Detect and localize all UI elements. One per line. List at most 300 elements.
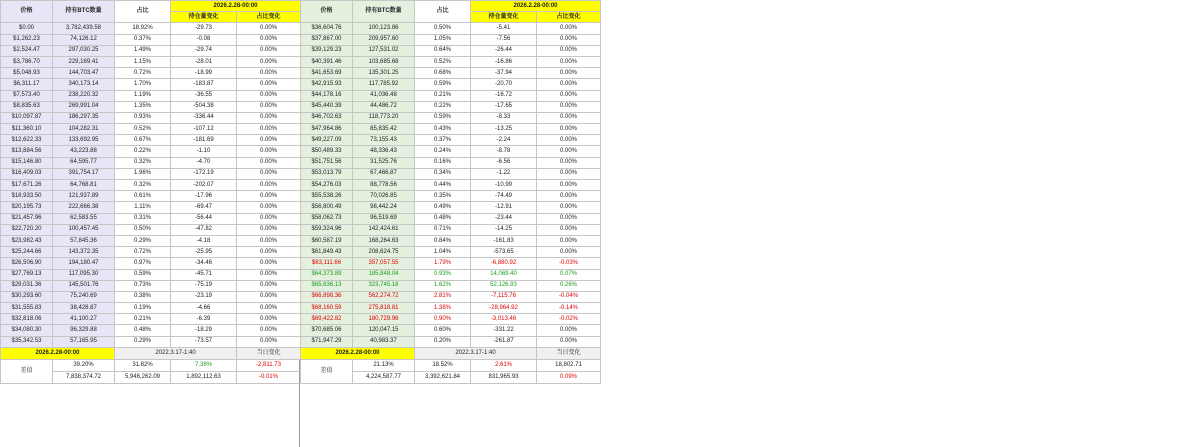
hold-change-cell[interactable]: -23.44 (471, 213, 537, 224)
share-cell[interactable]: 0.29% (115, 336, 171, 347)
share-cell[interactable]: 0.93% (415, 269, 471, 280)
price-cell[interactable]: $56,800.49 (301, 202, 353, 213)
holding-cell[interactable]: 98,442.24 (353, 202, 415, 213)
share-change-cell[interactable]: 0.00% (537, 45, 601, 56)
price-cell[interactable]: $7,573.40 (1, 90, 53, 101)
share-cell[interactable]: 0.24% (415, 146, 471, 157)
hold-change-cell[interactable]: -7.56 (471, 34, 537, 45)
hold-change-cell[interactable]: -47.82 (171, 224, 237, 235)
header-holding[interactable]: 持有BTC数量 (353, 1, 415, 23)
share-change-cell[interactable]: 0.00% (537, 79, 601, 90)
price-cell[interactable]: $41,653.69 (301, 68, 353, 79)
share-change-cell[interactable]: 0.00% (237, 124, 301, 135)
share-change-cell[interactable]: 0.00% (237, 247, 301, 258)
hold-change-cell[interactable]: -172.19 (171, 168, 237, 179)
hold-change-cell[interactable]: -4.70 (171, 157, 237, 168)
header-price[interactable]: 价格 (1, 1, 53, 23)
share-cell[interactable]: 1.05% (415, 34, 471, 45)
hold-change-cell[interactable]: -0.08 (171, 34, 237, 45)
share-cell[interactable]: 0.49% (415, 202, 471, 213)
hold-change-cell[interactable]: -26.44 (471, 45, 537, 56)
price-cell[interactable]: $59,324.96 (301, 224, 353, 235)
price-cell[interactable]: $34,080.30 (1, 325, 53, 336)
summary-date[interactable]: 2026.2.28-00:00 (301, 347, 415, 359)
holding-cell[interactable]: 96,519.69 (353, 213, 415, 224)
summary-total-ref[interactable]: 5,946,262.09 (115, 371, 171, 383)
hold-change-cell[interactable]: -181.69 (171, 135, 237, 146)
share-cell[interactable]: 0.48% (415, 213, 471, 224)
price-cell[interactable]: $63,111.66 (301, 258, 353, 269)
price-cell[interactable]: $61,849.43 (301, 247, 353, 258)
share-change-cell[interactable]: 0.00% (237, 269, 301, 280)
share-change-cell[interactable]: -0.02% (537, 314, 601, 325)
share-change-cell[interactable]: 0.00% (237, 213, 301, 224)
share-cell[interactable]: 18.92% (115, 23, 171, 34)
price-cell[interactable]: $8,835.63 (1, 101, 53, 112)
holding-cell[interactable]: 100,123.86 (353, 23, 415, 34)
hold-change-cell[interactable]: -3,013.46 (471, 314, 537, 325)
holding-cell[interactable]: 48,336.43 (353, 146, 415, 157)
holding-cell[interactable]: 186,297.35 (53, 112, 115, 123)
header-share-change[interactable]: 占比变化 (237, 12, 301, 23)
price-cell[interactable]: $17,671.26 (1, 180, 53, 191)
hold-change-cell[interactable]: -8.78 (471, 146, 537, 157)
hold-change-cell[interactable]: -504.38 (171, 101, 237, 112)
holding-cell[interactable]: 100,457.45 (53, 224, 115, 235)
holding-cell[interactable]: 3,782,439.58 (53, 23, 115, 34)
share-change-cell[interactable]: 0.00% (237, 325, 301, 336)
hold-change-cell[interactable]: -7,115.76 (471, 291, 537, 302)
share-cell[interactable]: 0.59% (415, 112, 471, 123)
price-cell[interactable]: $71,947.29 (301, 336, 353, 347)
hold-change-cell[interactable]: -45.71 (171, 269, 237, 280)
price-cell[interactable]: $25,244.66 (1, 247, 53, 258)
price-cell[interactable]: $21,457.96 (1, 213, 53, 224)
summary-change[interactable]: 当日变化 (237, 347, 301, 359)
share-change-cell[interactable]: 0.00% (237, 56, 301, 67)
summary-total-now[interactable]: 7,838,374.72 (53, 371, 115, 383)
holding-cell[interactable]: 67,466.87 (353, 168, 415, 179)
share-change-cell[interactable]: 0.00% (537, 68, 601, 79)
share-cell[interactable]: 0.72% (115, 247, 171, 258)
share-cell[interactable]: 0.16% (415, 157, 471, 168)
share-change-cell[interactable]: 0.00% (237, 135, 301, 146)
summary-total-diff[interactable]: 831,965.93 (471, 371, 537, 383)
share-cell[interactable]: 0.59% (415, 79, 471, 90)
share-change-cell[interactable]: 0.00% (537, 213, 601, 224)
share-cell[interactable]: 0.37% (415, 135, 471, 146)
share-cell[interactable]: 0.35% (415, 191, 471, 202)
share-cell[interactable]: 0.21% (115, 314, 171, 325)
hold-change-cell[interactable]: -16.72 (471, 90, 537, 101)
summary-day-pct[interactable]: -0.01% (237, 371, 301, 383)
holding-cell[interactable]: 38,428.87 (53, 303, 115, 314)
hold-change-cell[interactable]: -28,964.92 (471, 303, 537, 314)
price-cell[interactable]: $54,276.03 (301, 180, 353, 191)
hold-change-cell[interactable]: -73.57 (171, 336, 237, 347)
price-cell[interactable]: $23,982.43 (1, 235, 53, 246)
share-cell[interactable]: 0.29% (115, 235, 171, 246)
holding-cell[interactable]: 222,666.38 (53, 202, 115, 213)
hold-change-cell[interactable]: -4.18 (171, 235, 237, 246)
share-change-cell[interactable]: 0.00% (537, 336, 601, 347)
share-change-cell[interactable]: 0.00% (237, 180, 301, 191)
price-cell[interactable]: $26,506.90 (1, 258, 53, 269)
price-cell[interactable]: $20,195.73 (1, 202, 53, 213)
share-cell[interactable]: 0.84% (415, 235, 471, 246)
hold-change-cell[interactable]: -75.19 (171, 280, 237, 291)
share-change-cell[interactable]: 0.00% (237, 291, 301, 302)
summary-pct-now[interactable]: 39.20% (53, 359, 115, 371)
price-cell[interactable]: $40,391.46 (301, 56, 353, 67)
price-cell[interactable]: $35,342.53 (1, 336, 53, 347)
price-cell[interactable]: $6,311.17 (1, 79, 53, 90)
hold-change-cell[interactable]: -74.49 (471, 191, 537, 202)
share-cell[interactable]: 0.90% (415, 314, 471, 325)
share-cell[interactable]: 0.20% (415, 336, 471, 347)
hold-change-cell[interactable]: -23.19 (171, 291, 237, 302)
share-cell[interactable]: 0.22% (115, 146, 171, 157)
price-cell[interactable]: $0.00 (1, 23, 53, 34)
share-cell[interactable]: 0.50% (415, 23, 471, 34)
hold-change-cell[interactable]: -1.22 (471, 168, 537, 179)
share-change-cell[interactable]: 0.00% (537, 34, 601, 45)
holding-cell[interactable]: 145,501.76 (53, 280, 115, 291)
hold-change-cell[interactable]: -12.91 (471, 202, 537, 213)
share-cell[interactable]: 0.52% (115, 124, 171, 135)
hold-change-cell[interactable]: -29.74 (171, 45, 237, 56)
hold-change-cell[interactable]: -17.96 (171, 191, 237, 202)
share-change-cell[interactable]: 0.00% (537, 146, 601, 157)
holding-cell[interactable]: 75,240.69 (53, 291, 115, 302)
holding-cell[interactable]: 340,173.14 (53, 79, 115, 90)
price-cell[interactable]: $58,062.73 (301, 213, 353, 224)
summary-diff-label[interactable]: 差值 (1, 359, 53, 383)
price-cell[interactable]: $49,227.09 (301, 135, 353, 146)
share-change-cell[interactable]: 0.00% (537, 101, 601, 112)
summary-diff-label[interactable]: 差值 (301, 359, 353, 383)
share-cell[interactable]: 2.81% (415, 291, 471, 302)
header-date[interactable]: 2026.2.28-00:00 (471, 1, 601, 12)
holding-cell[interactable]: 121,937.89 (53, 191, 115, 202)
share-change-cell[interactable]: 0.00% (537, 180, 601, 191)
holding-cell[interactable]: 208,624.75 (353, 247, 415, 258)
holding-cell[interactable]: 238,220.32 (53, 90, 115, 101)
summary-day-pct[interactable]: 0.09% (537, 371, 601, 383)
hold-change-cell[interactable]: -10.99 (471, 180, 537, 191)
summary-total-ref[interactable]: 3,392,621.84 (415, 371, 471, 383)
hold-change-cell[interactable]: -1.10 (171, 146, 237, 157)
share-cell[interactable]: 0.43% (415, 124, 471, 135)
holding-cell[interactable]: 96,329.88 (53, 325, 115, 336)
holding-cell[interactable]: 135,301.25 (353, 68, 415, 79)
holding-cell[interactable]: 144,703.47 (53, 68, 115, 79)
holding-cell[interactable]: 180,729.96 (353, 314, 415, 325)
share-change-cell[interactable]: 0.00% (237, 34, 301, 45)
price-cell[interactable]: $68,160.59 (301, 303, 353, 314)
share-change-cell[interactable]: -0.14% (537, 303, 601, 314)
hold-change-cell[interactable]: 14,069.40 (471, 269, 537, 280)
holding-cell[interactable]: 57,845.36 (53, 235, 115, 246)
hold-change-cell[interactable]: -20.70 (471, 79, 537, 90)
price-cell[interactable]: $39,129.23 (301, 45, 353, 56)
share-change-cell[interactable]: 0.00% (237, 45, 301, 56)
holding-cell[interactable]: 41,100.27 (53, 314, 115, 325)
share-change-cell[interactable]: 0.00% (237, 168, 301, 179)
share-change-cell[interactable]: 0.00% (537, 157, 601, 168)
share-cell[interactable]: 1.15% (115, 56, 171, 67)
summary-pct-now[interactable]: 21.13% (353, 359, 415, 371)
share-change-cell[interactable]: 0.00% (537, 124, 601, 135)
header-share-change[interactable]: 占比变化 (537, 12, 601, 23)
share-change-cell[interactable]: 0.00% (537, 202, 601, 213)
summary-pct-diff[interactable]: 7.38% (171, 359, 237, 371)
share-change-cell[interactable]: 0.00% (537, 247, 601, 258)
hold-change-cell[interactable]: -331.22 (471, 325, 537, 336)
price-cell[interactable]: $60,587.19 (301, 235, 353, 246)
share-change-cell[interactable]: 0.00% (237, 258, 301, 269)
share-cell[interactable]: 1.35% (115, 101, 171, 112)
holding-cell[interactable]: 70,026.85 (353, 191, 415, 202)
price-cell[interactable]: $13,884.56 (1, 146, 53, 157)
holding-cell[interactable]: 43,223.88 (53, 146, 115, 157)
price-cell[interactable]: $55,538.26 (301, 191, 353, 202)
hold-change-cell[interactable]: 52,126.93 (471, 280, 537, 291)
holding-cell[interactable]: 562,274.72 (353, 291, 415, 302)
price-cell[interactable]: $18,933.50 (1, 191, 53, 202)
hold-change-cell[interactable]: -6,880.92 (471, 258, 537, 269)
holding-cell[interactable]: 297,030.25 (53, 45, 115, 56)
share-cell[interactable]: 0.93% (115, 112, 171, 123)
summary-pct-diff[interactable]: 2.61% (471, 359, 537, 371)
share-cell[interactable]: 0.31% (115, 213, 171, 224)
share-cell[interactable]: 0.19% (115, 303, 171, 314)
summary-day-change[interactable]: -2,811.73 (237, 359, 301, 371)
summary-day-change[interactable]: 18,802.71 (537, 359, 601, 371)
holding-cell[interactable]: 117,785.92 (353, 79, 415, 90)
holding-cell[interactable]: 127,531.02 (353, 45, 415, 56)
hold-change-cell[interactable]: -336.44 (171, 112, 237, 123)
hold-change-cell[interactable]: -18.99 (171, 68, 237, 79)
share-cell[interactable]: 0.22% (415, 101, 471, 112)
price-cell[interactable]: $2,524.47 (1, 45, 53, 56)
hold-change-cell[interactable]: -28.01 (171, 56, 237, 67)
holding-cell[interactable]: 133,692.95 (53, 135, 115, 146)
share-cell[interactable]: 0.48% (115, 325, 171, 336)
share-change-cell[interactable]: 0.00% (237, 79, 301, 90)
hold-change-cell[interactable]: -8.33 (471, 112, 537, 123)
share-change-cell[interactable]: 0.00% (237, 336, 301, 347)
summary-total-diff[interactable]: 1,892,112.63 (171, 371, 237, 383)
share-change-cell[interactable]: 0.00% (237, 224, 301, 235)
summary-date[interactable]: 2026.2.28-00:00 (1, 347, 115, 359)
hold-change-cell[interactable]: -18.29 (171, 325, 237, 336)
share-cell[interactable]: 0.21% (415, 90, 471, 101)
hold-change-cell[interactable]: -5.41 (471, 23, 537, 34)
holding-cell[interactable]: 391,754.17 (53, 168, 115, 179)
share-change-cell[interactable]: 0.00% (237, 235, 301, 246)
holding-cell[interactable]: 40,983.37 (353, 336, 415, 347)
share-cell[interactable]: 0.32% (115, 157, 171, 168)
share-change-cell[interactable]: 0.00% (237, 191, 301, 202)
holding-cell[interactable]: 31,525.76 (353, 157, 415, 168)
holding-cell[interactable]: 168,264.63 (353, 235, 415, 246)
price-cell[interactable]: $16,409.03 (1, 168, 53, 179)
header-share[interactable]: 占比 (115, 1, 171, 23)
header-share[interactable]: 占比 (415, 1, 471, 23)
price-cell[interactable]: $11,360.10 (1, 124, 53, 135)
price-cell[interactable]: $47,964.86 (301, 124, 353, 135)
share-change-cell[interactable]: 0.00% (237, 157, 301, 168)
share-cell[interactable]: 0.71% (415, 224, 471, 235)
share-cell[interactable]: 1.79% (415, 258, 471, 269)
share-change-cell[interactable]: 0.00% (237, 101, 301, 112)
share-change-cell[interactable]: 0.00% (237, 90, 301, 101)
summary-change[interactable]: 当日变化 (537, 347, 601, 359)
holding-cell[interactable]: 64,595.77 (53, 157, 115, 168)
hold-change-cell[interactable]: -14.25 (471, 224, 537, 235)
share-cell[interactable]: 0.67% (115, 135, 171, 146)
price-cell[interactable]: $32,818.06 (1, 314, 53, 325)
share-change-cell[interactable]: 0.00% (237, 280, 301, 291)
share-cell[interactable]: 0.60% (415, 325, 471, 336)
share-cell[interactable]: 1.11% (115, 202, 171, 213)
hold-change-cell[interactable]: -34.46 (171, 258, 237, 269)
price-cell[interactable]: $37,867.00 (301, 34, 353, 45)
holding-cell[interactable]: 357,057.55 (353, 258, 415, 269)
price-cell[interactable]: $22,720.20 (1, 224, 53, 235)
price-cell[interactable]: $5,048.93 (1, 68, 53, 79)
share-cell[interactable]: 1.19% (115, 90, 171, 101)
summary-total-now[interactable]: 4,224,587.77 (353, 371, 415, 383)
price-cell[interactable]: $36,604.76 (301, 23, 353, 34)
share-change-cell[interactable]: -0.03% (537, 258, 601, 269)
price-cell[interactable]: $44,178.16 (301, 90, 353, 101)
hold-change-cell[interactable]: -6.56 (471, 157, 537, 168)
holding-cell[interactable]: 120,047.15 (353, 325, 415, 336)
hold-change-cell[interactable]: -25.95 (171, 247, 237, 258)
share-cell[interactable]: 0.68% (415, 68, 471, 79)
hold-change-cell[interactable]: -107.12 (171, 124, 237, 135)
summary-pct-ref[interactable]: 18.52% (415, 359, 471, 371)
share-change-cell[interactable]: 0.26% (537, 280, 601, 291)
summary-pct-ref[interactable]: 31.82% (115, 359, 171, 371)
price-cell[interactable]: $31,555.83 (1, 303, 53, 314)
holding-cell[interactable]: 229,169.41 (53, 56, 115, 67)
holding-cell[interactable]: 142,424.61 (353, 224, 415, 235)
share-cell[interactable]: 0.37% (115, 34, 171, 45)
holding-cell[interactable]: 88,778.56 (353, 180, 415, 191)
share-change-cell[interactable]: 0.00% (537, 112, 601, 123)
holding-cell[interactable]: 64,768.81 (53, 180, 115, 191)
share-cell[interactable]: 0.44% (415, 180, 471, 191)
holding-cell[interactable]: 85,835.42 (353, 124, 415, 135)
price-cell[interactable]: $64,373.89 (301, 269, 353, 280)
holding-cell[interactable]: 209,957.60 (353, 34, 415, 45)
hold-change-cell[interactable]: -261.87 (471, 336, 537, 347)
share-change-cell[interactable]: 0.00% (537, 224, 601, 235)
hold-change-cell[interactable]: -69.47 (171, 202, 237, 213)
hold-change-cell[interactable]: -183.87 (171, 79, 237, 90)
share-cell[interactable]: 0.73% (115, 280, 171, 291)
holding-cell[interactable]: 104,282.31 (53, 124, 115, 135)
share-cell[interactable]: 0.61% (115, 191, 171, 202)
holding-cell[interactable]: 103,685.68 (353, 56, 415, 67)
hold-change-cell[interactable]: -2.24 (471, 135, 537, 146)
share-cell[interactable]: 0.72% (115, 68, 171, 79)
price-cell[interactable]: $42,915.93 (301, 79, 353, 90)
share-cell[interactable]: 1.38% (415, 303, 471, 314)
share-change-cell[interactable]: 0.00% (237, 202, 301, 213)
share-cell[interactable]: 0.64% (415, 45, 471, 56)
share-change-cell[interactable]: 0.00% (237, 146, 301, 157)
price-cell[interactable]: $15,146.80 (1, 157, 53, 168)
share-cell[interactable]: 1.70% (115, 79, 171, 90)
share-cell[interactable]: 1.04% (415, 247, 471, 258)
share-change-cell[interactable]: -0.04% (537, 291, 601, 302)
holding-cell[interactable]: 62,583.55 (53, 213, 115, 224)
holding-cell[interactable]: 194,180.47 (53, 258, 115, 269)
header-hold-change[interactable]: 持仓量变化 (471, 12, 537, 23)
hold-change-cell[interactable]: -6.39 (171, 314, 237, 325)
share-change-cell[interactable]: 0.00% (537, 135, 601, 146)
share-cell[interactable]: 0.97% (115, 258, 171, 269)
share-change-cell[interactable]: 0.00% (537, 56, 601, 67)
header-date[interactable]: 2026.2.28-00:00 (171, 1, 301, 12)
price-cell[interactable]: $50,489.33 (301, 146, 353, 157)
hold-change-cell[interactable]: -161.83 (471, 235, 537, 246)
share-change-cell[interactable]: 0.00% (237, 314, 301, 325)
share-cell[interactable]: 0.59% (115, 269, 171, 280)
share-cell[interactable]: 0.38% (115, 291, 171, 302)
price-cell[interactable]: $69,422.82 (301, 314, 353, 325)
holding-cell[interactable]: 73,155.43 (353, 135, 415, 146)
price-cell[interactable]: $30,293.60 (1, 291, 53, 302)
price-cell[interactable]: $51,751.56 (301, 157, 353, 168)
hold-change-cell[interactable]: -4.66 (171, 303, 237, 314)
hold-change-cell[interactable]: -36.55 (171, 90, 237, 101)
holding-cell[interactable]: 118,773.20 (353, 112, 415, 123)
hold-change-cell[interactable]: -202.07 (171, 180, 237, 191)
price-cell[interactable]: $70,685.06 (301, 325, 353, 336)
share-change-cell[interactable]: 0.00% (537, 191, 601, 202)
price-cell[interactable]: $29,031.36 (1, 280, 53, 291)
share-cell[interactable]: 0.52% (415, 56, 471, 67)
holding-cell[interactable]: 117,095.30 (53, 269, 115, 280)
share-change-cell[interactable]: 0.00% (537, 325, 601, 336)
share-cell[interactable]: 0.32% (115, 180, 171, 191)
holding-cell[interactable]: 323,745.18 (353, 280, 415, 291)
share-change-cell[interactable]: 0.00% (237, 303, 301, 314)
header-hold-change[interactable]: 持仓量变化 (171, 12, 237, 23)
header-price[interactable]: 价格 (301, 1, 353, 23)
header-holding[interactable]: 持有BTC数量 (53, 1, 115, 23)
hold-change-cell[interactable]: -16.86 (471, 56, 537, 67)
share-change-cell[interactable]: 0.00% (537, 23, 601, 34)
share-change-cell[interactable]: 0.00% (537, 90, 601, 101)
holding-cell[interactable]: 143,372.35 (53, 247, 115, 258)
hold-change-cell[interactable]: -29.73 (171, 23, 237, 34)
holding-cell[interactable]: 57,165.95 (53, 336, 115, 347)
summary-ref-date[interactable]: 2022.3.17-1:40 (415, 347, 537, 359)
holding-cell[interactable]: 44,486.72 (353, 101, 415, 112)
share-cell[interactable]: 1.49% (115, 45, 171, 56)
share-change-cell[interactable]: 0.00% (537, 168, 601, 179)
holding-cell[interactable]: 185,848.04 (353, 269, 415, 280)
holding-cell[interactable]: 41,036.48 (353, 90, 415, 101)
hold-change-cell[interactable]: -573.65 (471, 247, 537, 258)
share-change-cell[interactable]: 0.00% (237, 112, 301, 123)
